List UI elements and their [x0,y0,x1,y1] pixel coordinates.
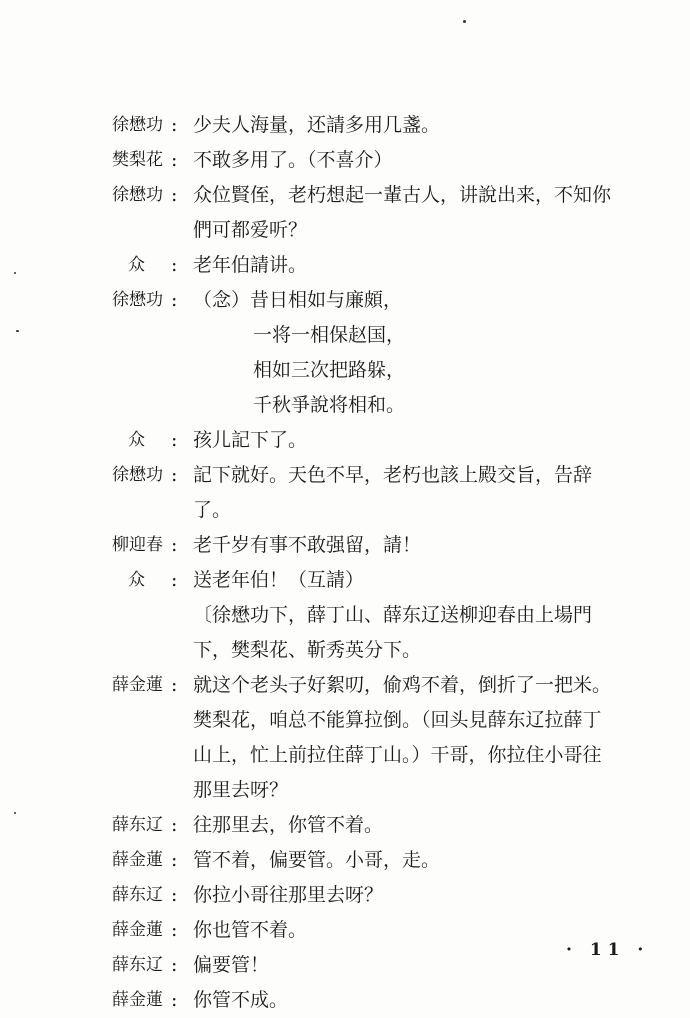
dialogue-line: 樊梨花，咱总不能算拉倒。（回头見薛东辽拉薛丁 [193,709,602,731]
dialogue-entry [0,143,690,178]
dialogue-lines [193,458,663,528]
stage-direction: 〔徐懋功下，薛丁山、薛东辽送柳迎春由上場門 [193,604,593,626]
dialogue-line: 你拉小哥往那里去呀？ [193,884,384,906]
dialogue-lines [193,668,663,808]
ink-speck [463,20,466,23]
dialogue-entry [0,528,690,563]
dialogue-line: 就这个老头子好絮叨，偷鸡不着，倒折了一把米。 [193,674,612,696]
dialogue-line: 山上，忙上前拉住薛丁山。）干哥，你拉住小哥往 [193,744,602,766]
dialogue-lines [193,248,663,283]
dialogue-line: 們可都爱听？ [193,219,308,241]
dialogue-entry [0,108,690,143]
dialogue-lines [193,528,663,563]
dialogue-line: 你也管不着。 [193,919,308,941]
dialogue-entry [0,808,690,843]
speaker-name: 徐懋功 [112,185,163,205]
speaker-colon: : [171,569,178,591]
speaker-colon: : [171,989,178,1011]
speaker-colon: : [171,289,178,311]
speaker-name: 薛金蓮 [112,920,163,940]
poem-line: 相如三次把路躲， [253,359,406,381]
speaker-name: 徐懋功 [112,290,163,310]
page-number: · 11 · [566,940,650,960]
dialogue-lines [193,423,663,458]
speaker-name: 柳迎春 [112,535,163,555]
dialogue-line: 少夫人海量，还請多用几盞。 [193,114,441,136]
speaker-colon: : [171,919,178,941]
dialogue-line: （念）昔日相如与廉頗， [193,289,403,311]
speaker-colon: : [171,849,178,871]
dialogue-entry [0,248,690,283]
dialogue-line: 孩儿記下了。 [193,429,308,451]
dialogue-entry [0,458,690,528]
dialogue-entry [0,983,690,1018]
dialogue-entry [0,878,690,913]
script-body [0,108,690,1018]
dialogue-entry [0,843,690,878]
dialogue-line: 往那里去，你管不着。 [193,814,384,836]
speaker-colon: : [171,814,178,836]
dialogue-line: 那里去呀？ [193,779,289,801]
dialogue-lines [193,878,663,913]
dialogue-lines [193,843,663,878]
dialogue-line: 老千岁有事不敢强留，請！ [193,534,422,556]
dialogue-lines [193,108,663,143]
speaker-colon: : [171,429,178,451]
dialogue-line: 众位賢侄，老朽想起一輩古人，讲說出来，不知你 [193,184,612,206]
dialogue-lines [193,178,663,248]
dialogue-line: 不敢多用了。（不喜介） [193,149,393,171]
dialogue-line: 管不着，偏要管。小哥，走。 [193,849,441,871]
dialogue-entry [0,668,690,808]
speaker-name: 徐懋功 [112,115,163,135]
speaker-name: 薛金蓮 [112,990,163,1010]
dialogue-lines [193,983,663,1018]
dialogue-entry [0,423,690,458]
speaker-name: 薛金蓮 [112,850,163,870]
speaker-name: 众 [128,255,145,275]
dialogue-line: 記下就好。天色不早，老朽也該上殿交旨，告辞 [193,464,593,486]
dialogue-lines [193,808,663,843]
speaker-colon: : [171,149,178,171]
dialogue-entry [0,283,690,423]
dialogue-entry [0,563,690,668]
stage-direction: 下，樊梨花、靳秀英分下。 [193,639,422,661]
poem-line: 千秋爭說将相和。 [253,394,406,416]
speaker-name: 薛金蓮 [112,675,163,695]
speaker-name: 薛东辽 [112,815,163,835]
poem-line: 一将一相保赵国， [253,324,406,346]
speaker-name: 徐懋功 [112,465,163,485]
speaker-name: 薛东辽 [112,955,163,975]
speaker-colon: : [171,114,178,136]
speaker-colon: : [171,884,178,906]
dialogue-entry [0,178,690,248]
dialogue-lines [193,143,663,178]
speaker-colon: : [171,184,178,206]
dialogue-line: 送老年伯！（互請） [193,569,365,591]
dialogue-lines [193,283,663,423]
dialogue-line: 老年伯請讲。 [193,254,308,276]
speaker-colon: : [171,534,178,556]
speaker-colon: : [171,674,178,696]
speaker-colon: : [171,954,178,976]
speaker-name: 薛东辽 [112,885,163,905]
dialogue-line: 你管不成。 [193,989,289,1011]
speaker-name: 樊梨花 [112,150,163,170]
dialogue-line: 了。 [193,499,232,521]
speaker-colon: : [171,254,178,276]
speaker-name: 众 [128,430,145,450]
speaker-colon: : [171,464,178,486]
dialogue-lines [193,563,663,668]
speaker-name: 众 [128,570,145,590]
dialogue-line: 偏要管！ [193,954,270,976]
